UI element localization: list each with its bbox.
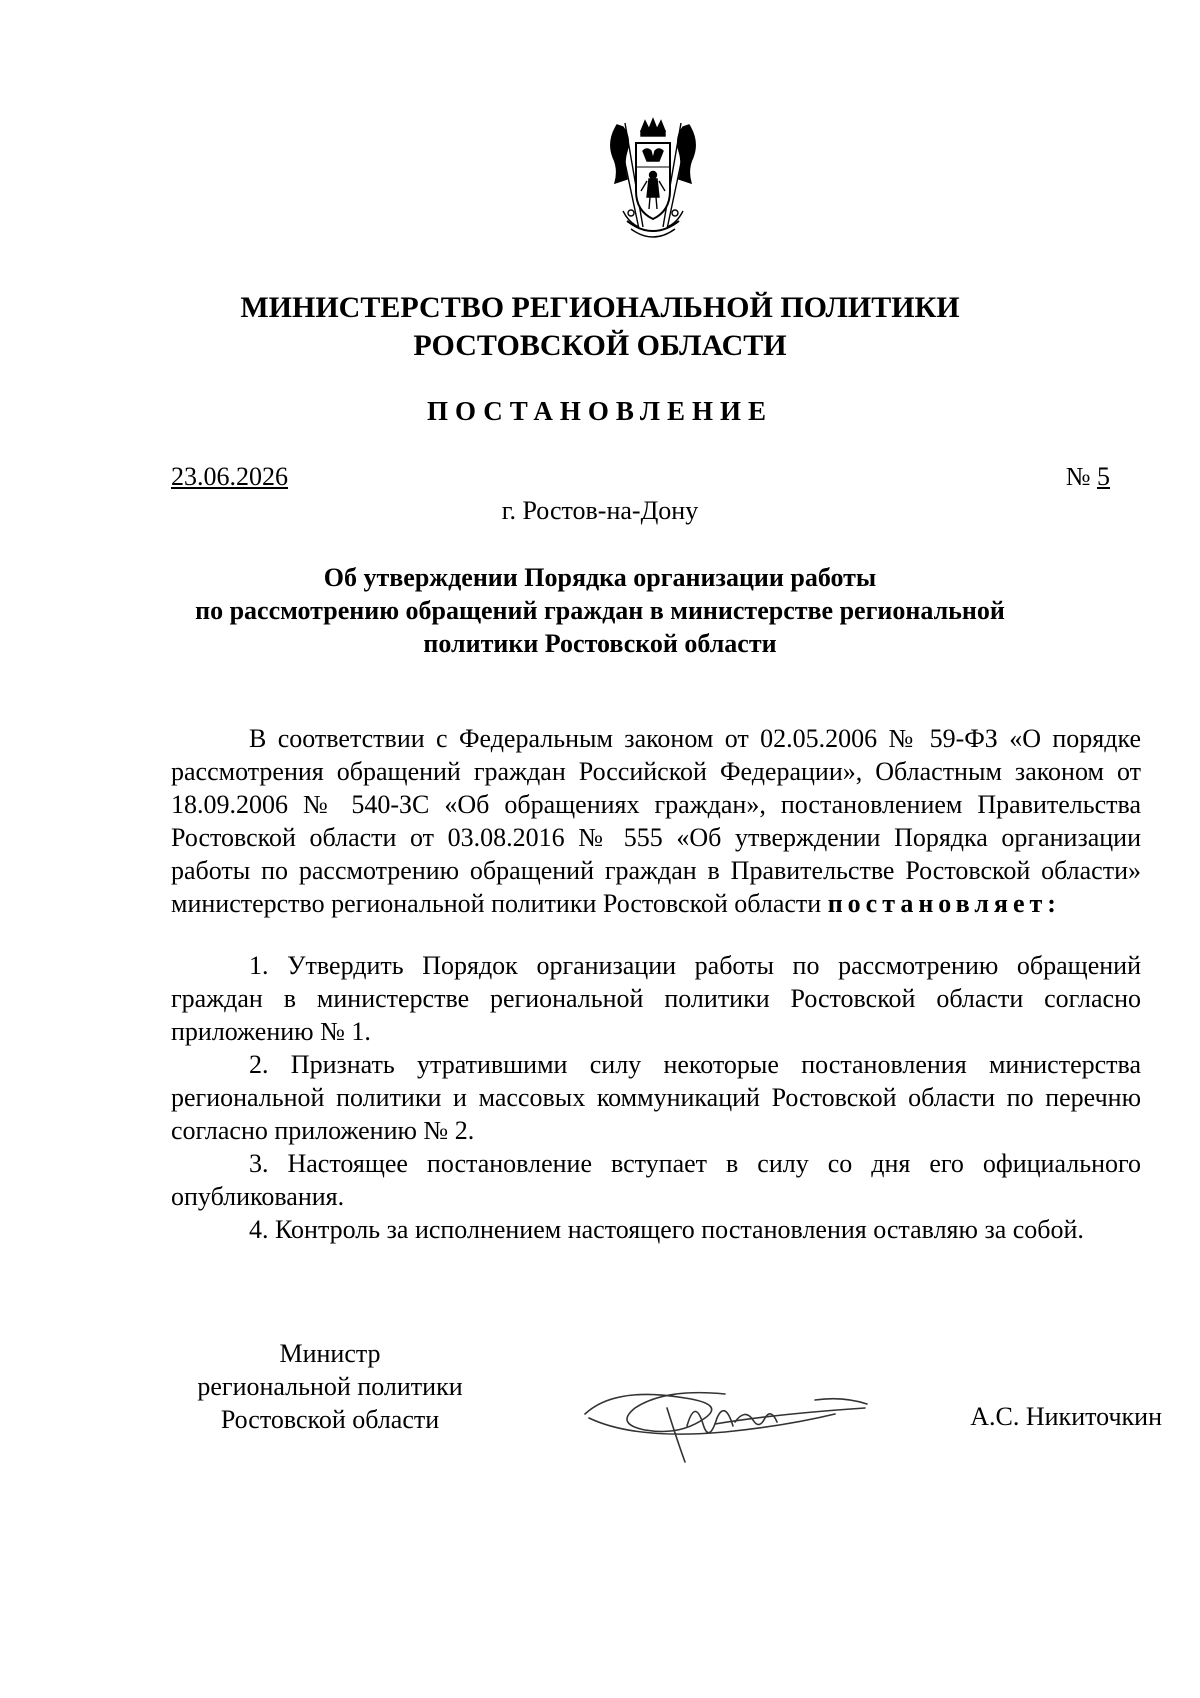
document-date: 23.06.2026 bbox=[171, 462, 288, 491]
signatory-position-line-1: Министр bbox=[279, 1339, 381, 1368]
document-city: г. Ростов-на-Дону bbox=[501, 496, 699, 525]
document-body bbox=[171, 722, 1141, 1246]
signatory-position bbox=[150, 1337, 510, 1436]
subject-line-2: по рассмотрению обращений граждан в министерстве региональной bbox=[195, 596, 1005, 625]
document-subject bbox=[150, 561, 1050, 660]
signatory-position-line-2: региональной политики bbox=[197, 1372, 463, 1401]
coat-of-arms-icon bbox=[603, 117, 703, 245]
preamble-paragraph bbox=[171, 722, 1141, 920]
document-number bbox=[1066, 462, 1110, 492]
number-prefix: № bbox=[1065, 462, 1097, 491]
decree-item-4: 4. Контроль за исполнением настоящего постановления оставляю за собой. bbox=[249, 1215, 1084, 1244]
subject-line-1: Об утверждении Порядка организации работы bbox=[323, 563, 877, 592]
signatory-position-line-3: Ростовской области bbox=[220, 1405, 440, 1434]
document-type: ПОСТАНОВЛЕНИЕ bbox=[426, 396, 774, 426]
decree-item-2: 2. Признать утратившими силу некоторые постановления министерства региональной политики и массовых коммуникаций Ростовской области по перечню согласно приложению № 2. bbox=[171, 1050, 1141, 1145]
decree-item-3: 3. Настоящее постановление вступает в силу со дня его официального опубликования. bbox=[171, 1149, 1141, 1211]
decree-word: постановляет: bbox=[827, 889, 1061, 918]
number-value: 5 bbox=[1097, 462, 1110, 491]
handwritten-signature bbox=[575, 1378, 875, 1468]
organization-title-line-2: РОСТОВСКОЙ ОБЛАСТИ bbox=[413, 329, 787, 362]
signatory-name: А.С. Никиточкин bbox=[970, 1402, 1162, 1431]
preamble-text: В соответствии с Федеральным законом от 02.05.2006 № 59-ФЗ «О порядке рассмотрения обращений граждан Российской Федерации», Областным законом от 18.09.2006 № 540-ЗС «Об обращениях граждан», постановлением Правительства Ростовской области от 03.08.2016 № 555 «Об утверждении Порядка организации работы по рассмотрению обращений граждан в Правительстве Ростовской области» министерство региональной политики Ростовской области bbox=[171, 724, 1141, 918]
subject-line-3: политики Ростовской области bbox=[423, 629, 777, 658]
decree-item-1: 1. Утвердить Порядок организации работы по рассмотрению обращений граждан в министерстве региональной политики Ростовской области согласно приложению № 1. bbox=[171, 951, 1141, 1046]
organization-title-line-1: МИНИСТЕРСТВО РЕГИОНАЛЬНОЙ ПОЛИТИКИ bbox=[240, 291, 960, 324]
